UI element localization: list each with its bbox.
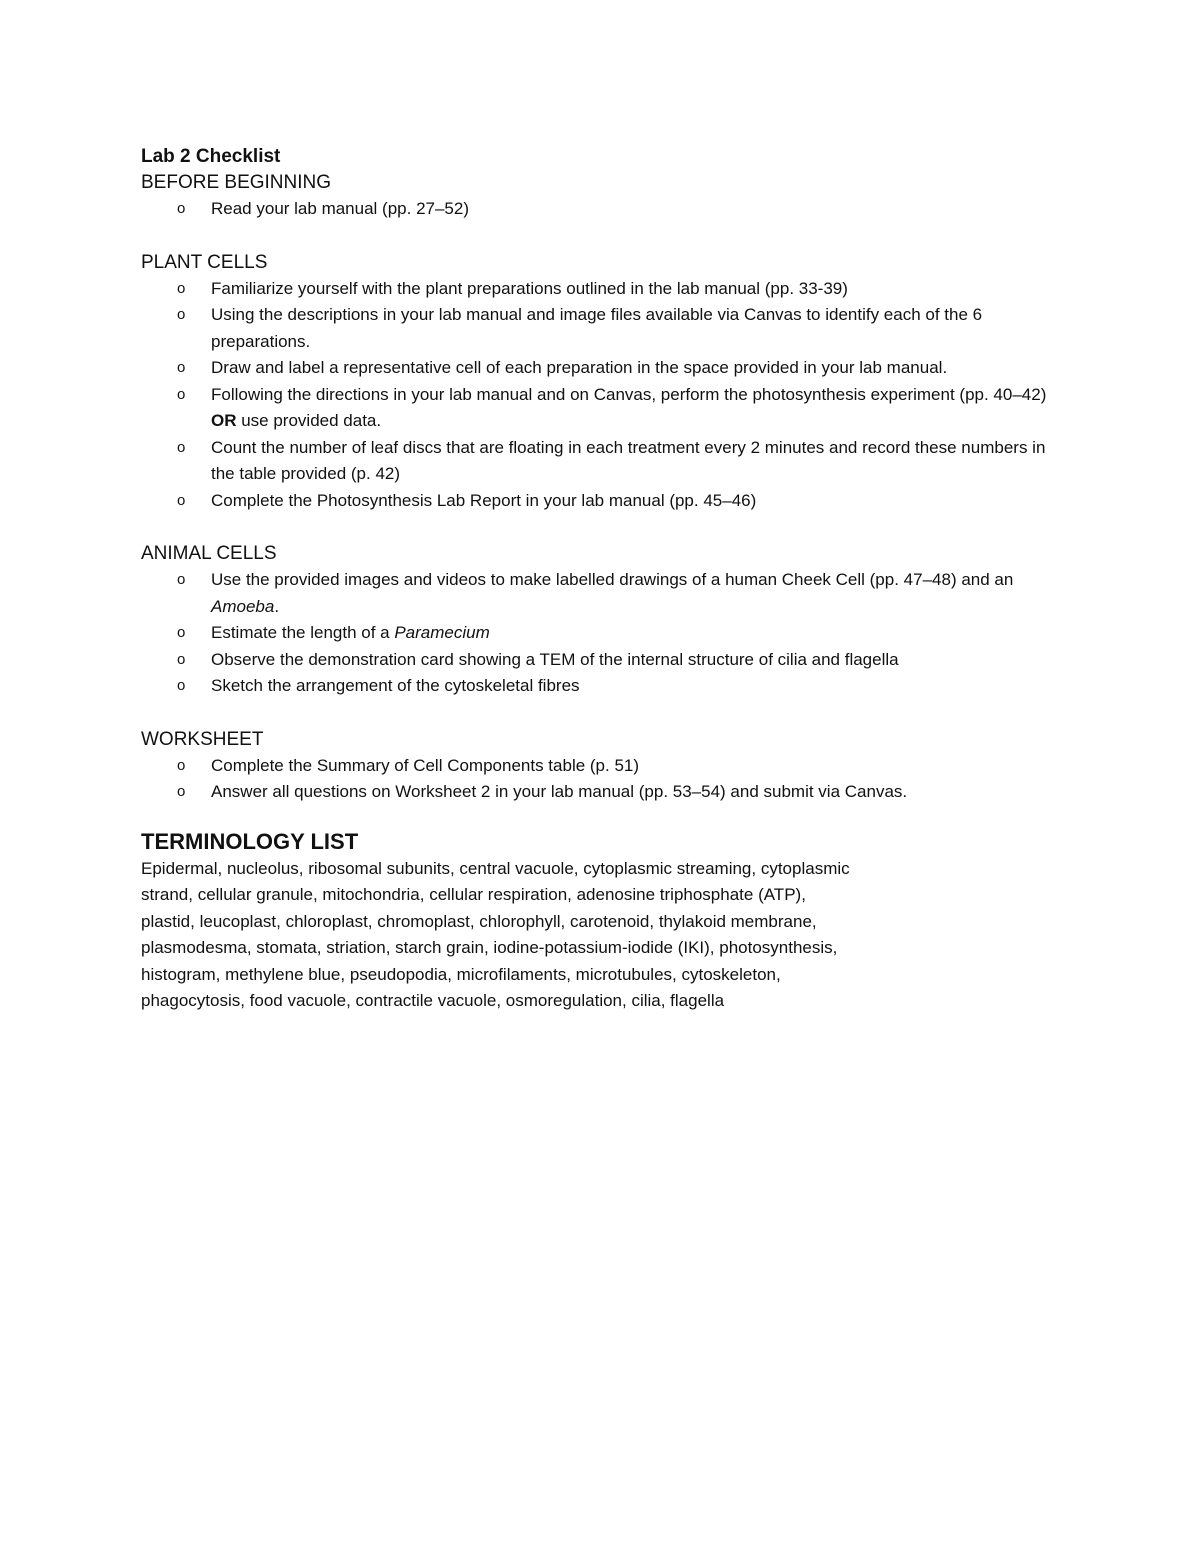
checklist-animal-cells bbox=[141, 567, 1071, 700]
section-heading-animal-cells: ANIMAL CELLS bbox=[141, 543, 277, 564]
checklist-item-text: Familiarize yourself with the plant preparations outlined in the lab manual (pp. 33-39) bbox=[211, 278, 848, 298]
checklist-item-text: Count the number of leaf discs that are floating in each treatment every 2 minutes and record these numbers in the table provided (p. 42) bbox=[211, 437, 1046, 483]
checklist-item-text bbox=[211, 570, 1013, 616]
section-plant-cells bbox=[141, 250, 1071, 515]
terminology-line: histogram, methylene blue, pseudopodia, microfilaments, microtubules, cytoskeleton, bbox=[141, 964, 781, 984]
text-run: Following the directions in your lab manual and on Canvas, perform the photosynthesis experiment (pp. 40–42) bbox=[211, 384, 1047, 404]
checklist-item-text: Using the descriptions in your lab manual and image files available via Canvas to identify each of the 6 preparations. bbox=[211, 305, 983, 351]
checklist-item bbox=[141, 196, 1071, 223]
italic-paramecium: Paramecium bbox=[394, 623, 490, 642]
section-heading-plant-cells: PLANT CELLS bbox=[141, 251, 268, 273]
checklist-item-text: Sketch the arrangement of the cytoskeletal fibres bbox=[211, 676, 580, 695]
document-content bbox=[141, 144, 1071, 1015]
checklist-item-text bbox=[211, 623, 490, 642]
checklist-item-text: Answer all questions on Worksheet 2 in your lab manual (pp. 53–54) and submit via Canvas. bbox=[211, 782, 908, 801]
bullet-icon: o bbox=[177, 783, 186, 800]
checklist-item bbox=[141, 620, 1071, 647]
checklist-item bbox=[141, 276, 1071, 303]
checklist-item bbox=[141, 302, 1071, 355]
section-heading-before-beginning: BEFORE BEGINNING bbox=[141, 172, 332, 193]
checklist-item-text bbox=[211, 385, 1046, 431]
bullet-icon: o bbox=[177, 306, 186, 323]
text-run: Estimate the length of a bbox=[211, 623, 395, 642]
checklist-item-text: Observe the demonstration card showing a TEM of the internal structure of cilia and flagella bbox=[211, 649, 899, 669]
section-animal-cells bbox=[141, 541, 1071, 700]
terminology-line: strand, cellular granule, mitochondria, cellular respiration, adenosine triphosphate (ATP), bbox=[141, 885, 806, 904]
bold-or: OR bbox=[211, 411, 237, 430]
document-title: Lab 2 Checklist bbox=[141, 146, 281, 167]
bullet-icon: o bbox=[177, 677, 186, 694]
checklist-worksheet bbox=[141, 753, 1071, 806]
bullet-icon: o bbox=[177, 359, 186, 376]
checklist-item bbox=[141, 753, 1071, 780]
bullet-icon: o bbox=[177, 491, 186, 509]
text-run: Use the provided images and videos to make labelled drawings of a human Cheek Cell (pp. 47–48) and an bbox=[211, 570, 1014, 589]
checklist-item bbox=[141, 779, 1071, 806]
bullet-icon: o bbox=[177, 650, 186, 668]
bullet-icon: o bbox=[177, 571, 186, 588]
section-before-beginning bbox=[141, 170, 1071, 223]
bullet-icon: o bbox=[177, 438, 186, 456]
checklist-item-text: Read your lab manual (pp. 27–52) bbox=[211, 199, 469, 218]
checklist-item bbox=[141, 673, 1071, 700]
terminology-line: Epidermal, nucleolus, ribosomal subunits, central vacuole, cytoplasmic streaming, cytoplasmic bbox=[141, 858, 850, 878]
terminology-line: phagocytosis, food vacuole, contractile vacuole, osmoregulation, cilia, flagella bbox=[141, 991, 725, 1010]
checklist-item bbox=[141, 435, 1071, 488]
section-worksheet bbox=[141, 727, 1071, 806]
checklist-item bbox=[141, 488, 1071, 515]
checklist-plant-cells bbox=[141, 276, 1071, 515]
checklist-item bbox=[141, 647, 1071, 674]
bullet-icon: o bbox=[177, 200, 186, 217]
checklist-item-text: Draw and label a representative cell of each preparation in the space provided in your lab manual. bbox=[211, 358, 948, 377]
text-run: . bbox=[274, 596, 280, 616]
bullet-icon: o bbox=[177, 385, 186, 403]
terminology-line: plasmodesma, stomata, striation, starch grain, iodine-potassium-iodide (IKI), photosynthesis, bbox=[141, 938, 838, 957]
terminology-text bbox=[141, 856, 981, 1015]
checklist-before-beginning bbox=[141, 196, 1071, 223]
section-terminology bbox=[141, 828, 1071, 1015]
bullet-icon: o bbox=[177, 756, 186, 774]
section-heading-worksheet: WORKSHEET bbox=[141, 728, 264, 750]
checklist-item-text: Complete the Photosynthesis Lab Report in your lab manual (pp. 45–46) bbox=[211, 490, 757, 510]
terminology-heading: TERMINOLOGY LIST bbox=[141, 828, 359, 854]
checklist-item bbox=[141, 382, 1071, 435]
italic-amoeba: Amoeba bbox=[211, 596, 275, 616]
bullet-icon: o bbox=[177, 279, 186, 297]
text-run: use provided data. bbox=[236, 411, 382, 430]
terminology-line: plastid, leucoplast, chloroplast, chromoplast, chlorophyll, carotenoid, thylakoid membrane, bbox=[141, 911, 817, 931]
checklist-item bbox=[141, 567, 1071, 620]
checklist-item bbox=[141, 355, 1071, 382]
checklist-item-text: Complete the Summary of Cell Components table (p. 51) bbox=[211, 755, 640, 775]
bullet-icon: o bbox=[177, 624, 186, 641]
